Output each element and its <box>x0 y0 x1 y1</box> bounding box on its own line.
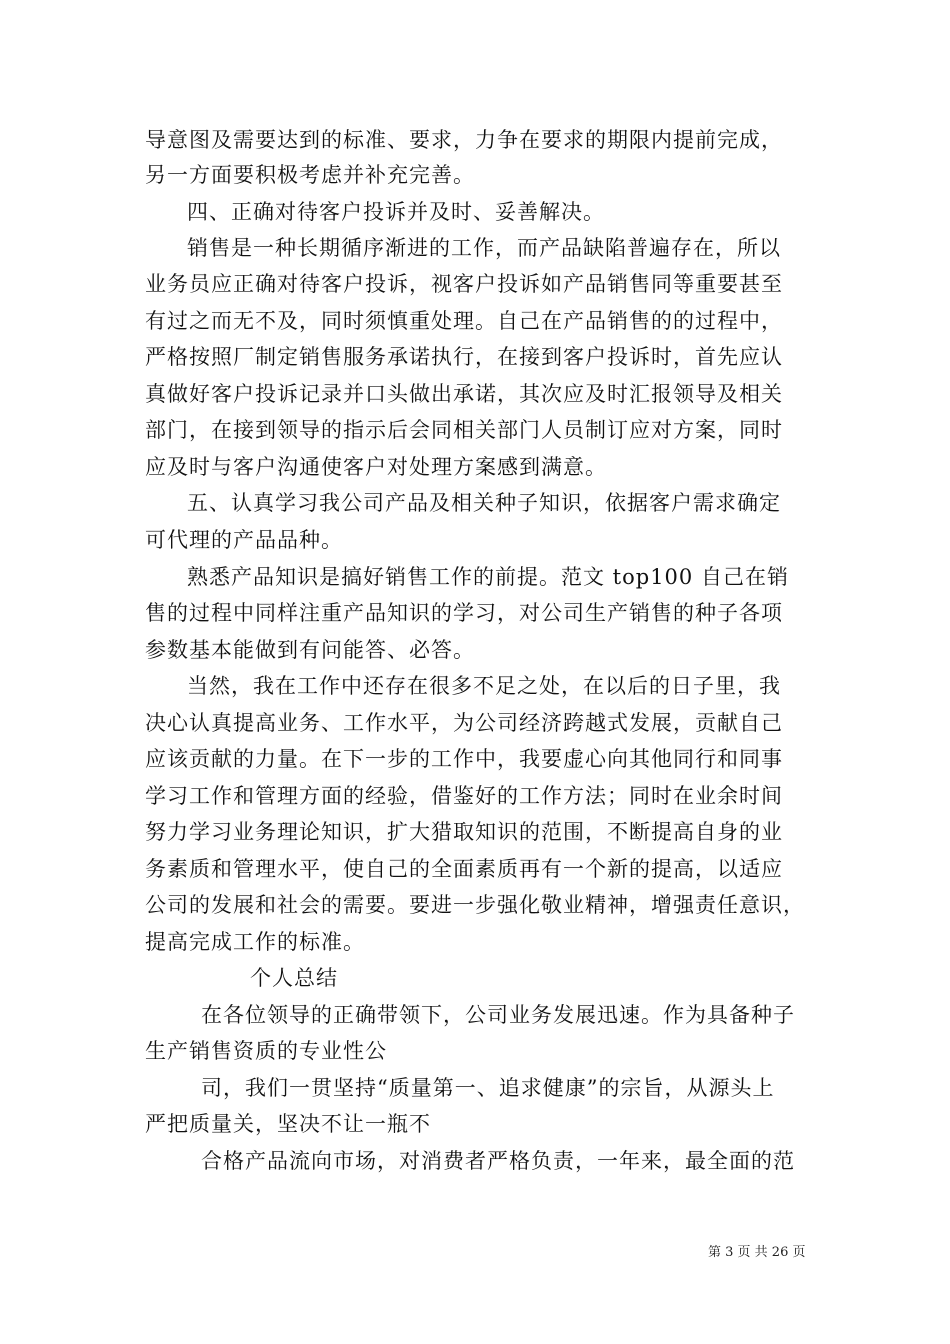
section-heading: 四、正确对待客户投诉并及时、妥善解决。 <box>187 200 605 224</box>
text-line: 应及时与客户沟通使客户对处理方案感到满意。 <box>145 455 607 479</box>
text-line: 公司的发展和社会的需要。要进一步强化敬业精神，增强责任意识， <box>145 893 805 917</box>
text-line: 决心认真提高业务、工作水平，为公司经济跨越式发展，贡献自己 <box>145 711 783 735</box>
section-heading: 五、认真学习我公司产品及相关种子知识，依据客户需求确定 <box>187 491 781 515</box>
text-line: 学习工作和管理方面的经验，借鉴好的工作方法；同时在业余时间 <box>145 784 783 808</box>
text-line: 销售是一种长期循序渐进的工作，而产品缺陷普遍存在，所以 <box>187 236 781 260</box>
text-line: 务素质和管理水平，使自己的全面素质再有一个新的提高，以适应 <box>145 857 783 881</box>
text-line: 在各位领导的正确带领下，公司业务发展迅速。作为具备种子 <box>201 1003 795 1027</box>
text-line: 参数基本能做到有问能答、必答。 <box>145 638 475 662</box>
text-line: 当然，我在工作中还存在很多不足之处，在以后的日子里，我 <box>187 674 781 698</box>
text-line: 应该贡献的力量。在下一步的工作中，我要虚心向其他同行和同事 <box>145 747 783 771</box>
text-line: 可代理的产品品种。 <box>145 528 343 552</box>
text-line: 严格按照厂制定销售服务承诺执行，在接到客户投诉时，首先应认 <box>145 345 783 369</box>
text-line: 另一方面要积极考虑并补充完善。 <box>145 163 475 187</box>
text-line: 严把质量关，坚决不让一瓶不 <box>145 1112 431 1136</box>
text-line: 提高完成工作的标准。 <box>145 930 365 954</box>
text-line: 合格产品流向市场，对消费者严格负责，一年来，最全面的范 <box>201 1149 795 1173</box>
text-line: 熟悉产品知识是搞好销售工作的前提。范文 top100 自己在销 <box>187 565 789 589</box>
text-line: 生产销售资质的专业性公 <box>145 1039 387 1063</box>
text-line: 部门，在接到领导的指示后会同相关部门人员制订应对方案，同时 <box>145 418 783 442</box>
text-line: 导意图及需要达到的标准、要求，力争在要求的期限内提前完成， <box>145 128 783 152</box>
text-line: 努力学习业务理论知识，扩大猎取知识的范围，不断提高自身的业 <box>145 820 783 844</box>
text-line: 售的过程中同样注重产品知识的学习，对公司生产销售的种子各项 <box>145 601 783 625</box>
text-line: 有过之而无不及，同时须慎重处理。自己在产品销售的的过程中， <box>145 309 783 333</box>
text-line: 业务员应正确对待客户投诉，视客户投诉如产品销售同等重要甚至 <box>145 272 783 296</box>
section-title: 个人总结 <box>250 966 338 990</box>
page-number: 第 3 页 共 26 页 <box>708 1245 806 1260</box>
text-line: 司，我们一贯坚持“质量第一、追求健康”的宗旨，从源头上 <box>201 1076 775 1100</box>
text-line: 真做好客户投诉记录并口头做出承诺，其次应及时汇报领导及相关 <box>145 382 783 406</box>
